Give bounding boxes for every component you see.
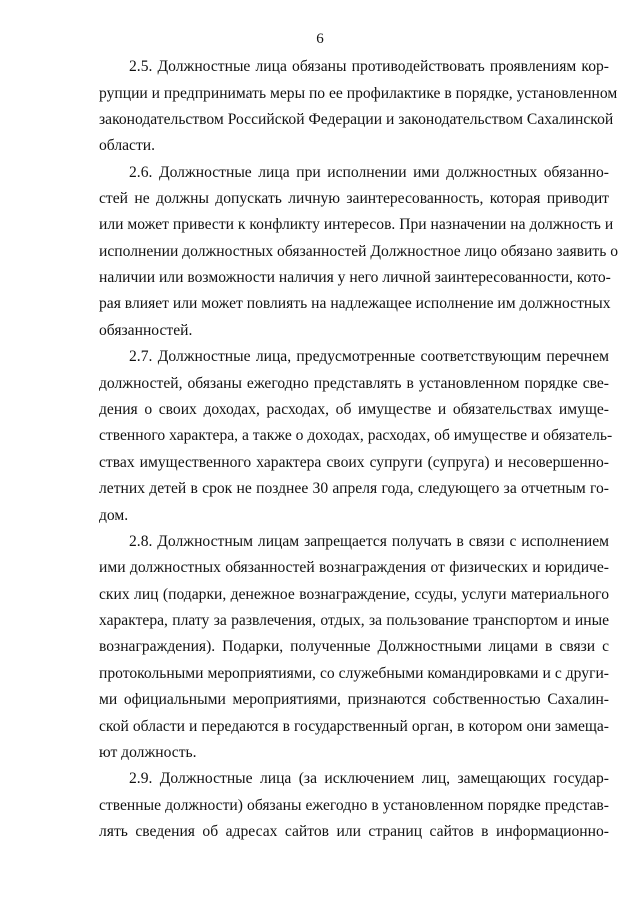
text-line: должностей, обязаны ежегодно представлять в установленном порядке све- <box>99 375 609 392</box>
text-line: дом. <box>99 507 129 524</box>
text-line: исполнении должностных обязанностей Должностное лицо обязано заявить о <box>99 243 619 260</box>
text-line: рупции и предпринимать меры по ее профилактике в порядке, установленном <box>99 85 618 102</box>
text-line: 2.7. Должностные лица, предусмотренные соответствующим перечнем <box>129 348 609 365</box>
text-line: лять сведения об адресах сайтов или страниц сайтов в информационно- <box>99 823 609 840</box>
text-line: ской области и передаются в государственный орган, в котором они замеща- <box>99 718 609 735</box>
text-line: летних детей в срок не позднее 30 апреля года, следующего за отчетным го- <box>99 480 609 497</box>
text-line: ми официальными мероприятиями, признаются собственностью Сахалин- <box>99 691 609 708</box>
text-line: законодательством Российской Федерации и законодательством Сахалинской <box>99 111 614 128</box>
text-line: ственные должности) обязаны ежегодно в установленном порядке представ- <box>99 797 609 814</box>
text-line: рая влияет или может повлиять на надлежащее исполнение им должностных <box>99 295 611 312</box>
text-line: дения о своих доходах, расходах, об имуществе и обязательствах имуще- <box>99 401 609 418</box>
text-line: ствах имущественного характера своих супруги (супруга) и несовершенно- <box>99 454 609 471</box>
text-line: ют должность. <box>99 744 197 761</box>
text-line: 2.6. Должностные лица при исполнении ими должностных обязанно- <box>129 164 609 181</box>
text-line: наличии или возможности наличия у него личной заинтересованности, кото- <box>99 269 611 286</box>
text-line: ских лиц (подарки, денежное вознаграждение, ссуды, услуги материального <box>99 586 609 603</box>
text-line: или может привести к конфликту интересов. При назначении на должность и <box>99 216 614 233</box>
page-number: 6 <box>316 31 324 47</box>
text-line: области. <box>99 137 156 154</box>
text-line: стей не должны допускать личную заинтересованность, которая приводит <box>99 190 609 207</box>
text-line: вознаграждения). Подарки, полученные Должностными лицами в связи с <box>99 638 609 655</box>
text-line: 2.9. Должностные лица (за исключением лиц, замещающих государ- <box>129 770 609 787</box>
text-line: 2.5. Должностные лица обязаны противодействовать проявлениям кор- <box>129 58 609 75</box>
text-line: ими должностных обязанностей вознаграждения от физических и юридиче- <box>99 559 609 576</box>
text-line: обязанностей. <box>99 322 193 339</box>
text-line: характера, плату за развлечения, отдых, за пользование транспортом и иные <box>99 612 609 629</box>
text-line: ственного характера, а также о доходах, расходах, об имуществе и обязатель- <box>99 427 613 444</box>
text-line: 2.8. Должностным лицам запрещается получать в связи с исполнением <box>129 533 609 550</box>
text-line: протокольными мероприятиями, со служебными командировками и с други- <box>99 665 609 682</box>
